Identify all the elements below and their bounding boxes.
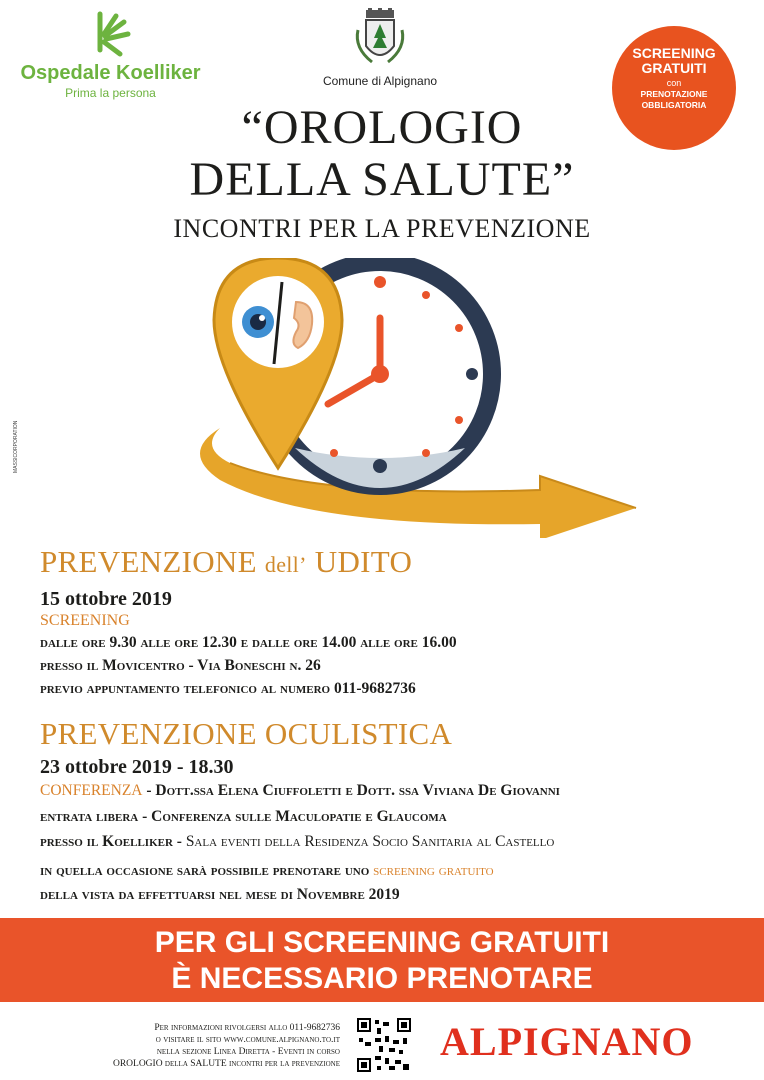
footer-info-2: o visitare il sito www.comune.alpignano.to.it bbox=[155, 1035, 340, 1045]
coat-of-arms-icon bbox=[352, 8, 408, 70]
koelliker-tagline: Prima la persona bbox=[65, 86, 156, 100]
footer-info bbox=[40, 1022, 340, 1070]
udito-heading bbox=[40, 544, 412, 580]
side-credit: MASSICORPORATION bbox=[13, 420, 19, 473]
badge-line-4: PRENOTAZIONE bbox=[640, 89, 708, 99]
comune-logo bbox=[310, 8, 450, 98]
footer-info-4: OROLOGIO della SALUTE incontri per la prevenzione bbox=[112, 1059, 340, 1069]
banner-line-1: PER GLI SCREENING GRATUITI bbox=[154, 926, 610, 959]
udito-line-1: dalle ore 9.30 alle ore 12.30 e dalle ore 14.00 alle ore 16.00 bbox=[40, 634, 457, 651]
oculistica-note-1a: in quella occasione sarà possibile prenotare uno bbox=[40, 862, 374, 879]
oculistica-line-3a: presso il Koelliker - bbox=[40, 833, 186, 850]
footer-info-1: Per informazioni rivolgersi allo 011-9682736 bbox=[154, 1023, 340, 1033]
badge-line-1: SCREENING bbox=[632, 45, 716, 61]
footer-info-3: nella sezione Linea Diretta - Eventi in corso bbox=[156, 1047, 340, 1057]
oculistica-note-2: della vista da effettuarsi nel mese di Novembre 2019 bbox=[40, 886, 400, 903]
udito-date: 15 ottobre 2019 bbox=[40, 588, 172, 610]
udito-heading-b: dell’ bbox=[264, 552, 307, 577]
koelliker-name: Ospedale Koelliker bbox=[20, 62, 201, 84]
alpignano-brand: ALPIGNANO bbox=[440, 1019, 694, 1064]
koelliker-logo bbox=[18, 10, 203, 100]
oculistica-line-1 bbox=[40, 782, 560, 800]
udito-line-2: presso il Movicentro - Via Boneschi n. 26 bbox=[40, 657, 321, 674]
clock-pin-illustration bbox=[200, 258, 640, 538]
udito-line-3: previo appuntamento telefonico al numero 011-9682736 bbox=[40, 680, 416, 697]
title-line-2: DELLA SALUTE” bbox=[189, 153, 575, 206]
oculistica-line-3 bbox=[40, 833, 554, 851]
oculistica-note-1b: screening gratuito bbox=[373, 862, 494, 879]
comune-name: Comune di Alpignano bbox=[322, 74, 438, 88]
oculistica-line-3b: Sala eventi della Residenza Socio Sanitaria al Castello bbox=[185, 833, 555, 850]
oculistica-note-1 bbox=[40, 862, 494, 880]
banner-line-2: È NECESSARIO PRENOTARE bbox=[171, 962, 593, 995]
badge-line-5: OBBLIGATORIA bbox=[641, 100, 707, 110]
oculistica-label: CONFERENZA bbox=[40, 782, 143, 799]
badge-line-3: con bbox=[666, 78, 682, 88]
oculistica-line-2: entrata libera - Conferenza sulle Maculopatie e Glaucoma bbox=[40, 808, 447, 825]
udito-label: SCREENING bbox=[40, 612, 130, 629]
oculistica-date: 23 ottobre 2019 - 18.30 bbox=[40, 756, 234, 778]
booking-banner bbox=[0, 918, 764, 1002]
koelliker-hand-icon bbox=[90, 10, 134, 58]
subtitle: INCONTRI PER LA PREVENZIONE bbox=[173, 214, 591, 243]
oculistica-heading: PREVENZIONE OCULISTICA bbox=[40, 716, 453, 751]
badge-line-2: GRATUITI bbox=[641, 60, 707, 76]
title-line-1: “OROLOGIO bbox=[241, 101, 523, 154]
udito-heading-a: PREVENZIONE bbox=[40, 544, 257, 579]
qr-code-icon[interactable] bbox=[355, 1016, 413, 1074]
oculistica-speakers: - Dott.ssa Elena Ciuffoletti e Dott. ssa Viviana De Giovanni bbox=[142, 782, 560, 799]
udito-heading-c: UDITO bbox=[314, 544, 413, 579]
